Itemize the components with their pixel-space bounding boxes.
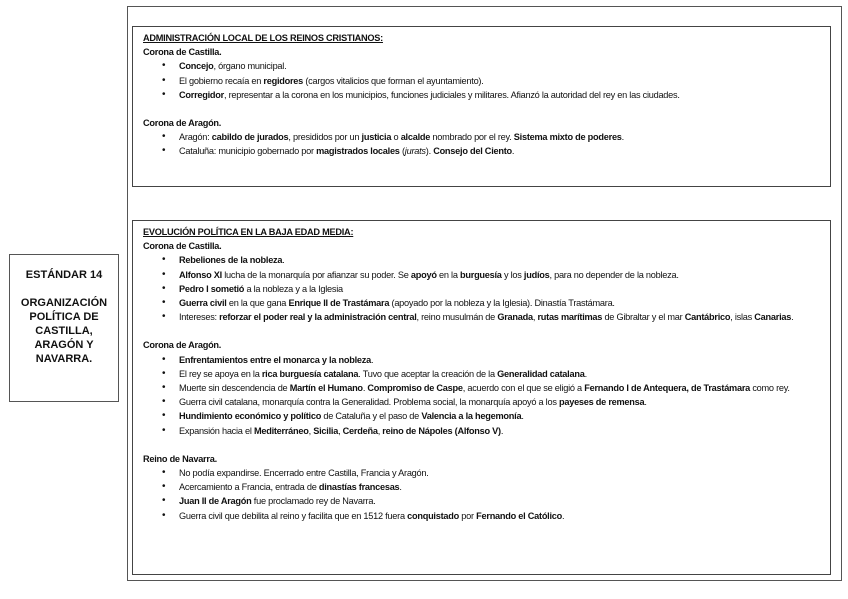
bullet-item: • El rey se apoya en la rica burguesía catalana. Tuvo que aceptar la creación de la Generalidad catalana. [179, 367, 820, 381]
section-heading: EVOLUCIÓN POLÍTICA EN LA BAJA EDAD MEDIA: [143, 227, 354, 237]
bullet-item: • No podía expandirse. Encerrado entre Castilla, Francia y Aragón. [179, 466, 820, 480]
subsection-title: Corona de Aragón. [143, 118, 222, 129]
subsection-title: Corona de Castilla. [143, 47, 222, 58]
bullet-item: • Muerte sin descendencia de Martín el Humano. Compromiso de Caspe, acuerdo con el que se eligió a Fernando I de Antequera, de Trastámara como rey. [179, 381, 820, 395]
political-evolution-box [132, 220, 831, 575]
bullet-item: • Enfrentamientos entre el monarca y la nobleza. [179, 353, 820, 367]
standard-title-line: ARAGÓN Y [34, 339, 94, 351]
section-heading: ADMINISTRACIÓN LOCAL DE LOS REINOS CRISTIANOS: [143, 33, 383, 43]
bullet-list [143, 466, 820, 523]
bullet-item: • Pedro I sometió a la nobleza y a la Iglesia [179, 282, 820, 296]
bullet-list [143, 59, 820, 102]
bullet-item: • Intereses: reforzar el poder real y la administración central, reino musulmán de Granada, rutas marítimas de Gibraltar y el mar Cantábrico, islas Canarias. [179, 310, 820, 324]
standard-number: ESTÁNDAR 14 [25, 269, 103, 281]
bullet-list [143, 253, 820, 324]
bullet-item: • Expansión hacia el Mediterráneo, Sicilia, Cerdeña, reino de Nápoles (Alfonso V). [179, 424, 820, 438]
bullet-item: • Hundimiento económico y político de Cataluña y el paso de Valencia a la hegemonía. [179, 409, 820, 423]
standard-title-line: CASTILLA, [35, 325, 93, 337]
standard-box [9, 254, 119, 402]
bullet-item: • Concejo, órgano municipal. [179, 59, 820, 73]
bullet-item: • Guerra civil en la que gana Enrique II de Trastámara (apoyado por la nobleza y la Iglesia). Dinastía Trastámara. [179, 296, 820, 310]
bullet-item: • Alfonso XI lucha de la monarquía por afianzar su poder. Se apoyó en la burguesía y los judíos, para no depender de la nobleza. [179, 268, 820, 282]
bullet-item: • Corregidor, representar a la corona en los municipios, funciones judiciales y militares. Afianzó la autoridad del rey en las ciudades. [179, 88, 820, 102]
bullet-list [143, 130, 820, 158]
subsection-title: Reino de Navarra. [143, 453, 217, 464]
bullet-item: • Guerra civil que debilita al reino y facilita que en 1512 fuera conquistado por Fernando el Católico. [179, 509, 820, 523]
bullet-item: • Cataluña: municipio gobernado por magistrados locales (jurats). Consejo del Ciento. [179, 144, 820, 158]
bullet-list [143, 353, 820, 438]
bullet-item: • Acercamiento a Francia, entrada de dinastías francesas. [179, 480, 820, 494]
bullet-item: • Guerra civil catalana, monarquía contra la Generalidad. Problema social, la monarquía apoyó a los payeses de remensa. [179, 395, 820, 409]
standard-title-line: POLÍTICA DE [29, 311, 99, 323]
bullet-item: • El gobierno recaía en regidores (cargos vitalicios que forman el ayuntamiento). [179, 74, 820, 88]
bullet-item: • Rebeliones de la nobleza. [179, 253, 820, 267]
standard-title-line: NAVARRA. [35, 353, 93, 365]
bullet-item: • Aragón: cabildo de jurados, presididos por un justicia o alcalde nombrado por el rey. Sistema mixto de poderes. [179, 130, 820, 144]
bullet-item: • Juan II de Aragón fue proclamado rey de Navarra. [179, 494, 820, 508]
subsection-title: Corona de Castilla. [143, 241, 222, 252]
subsection-title: Corona de Aragón. [143, 340, 222, 351]
standard-title-line: ORGANIZACIÓN [20, 297, 108, 309]
local-administration-box [132, 26, 831, 187]
